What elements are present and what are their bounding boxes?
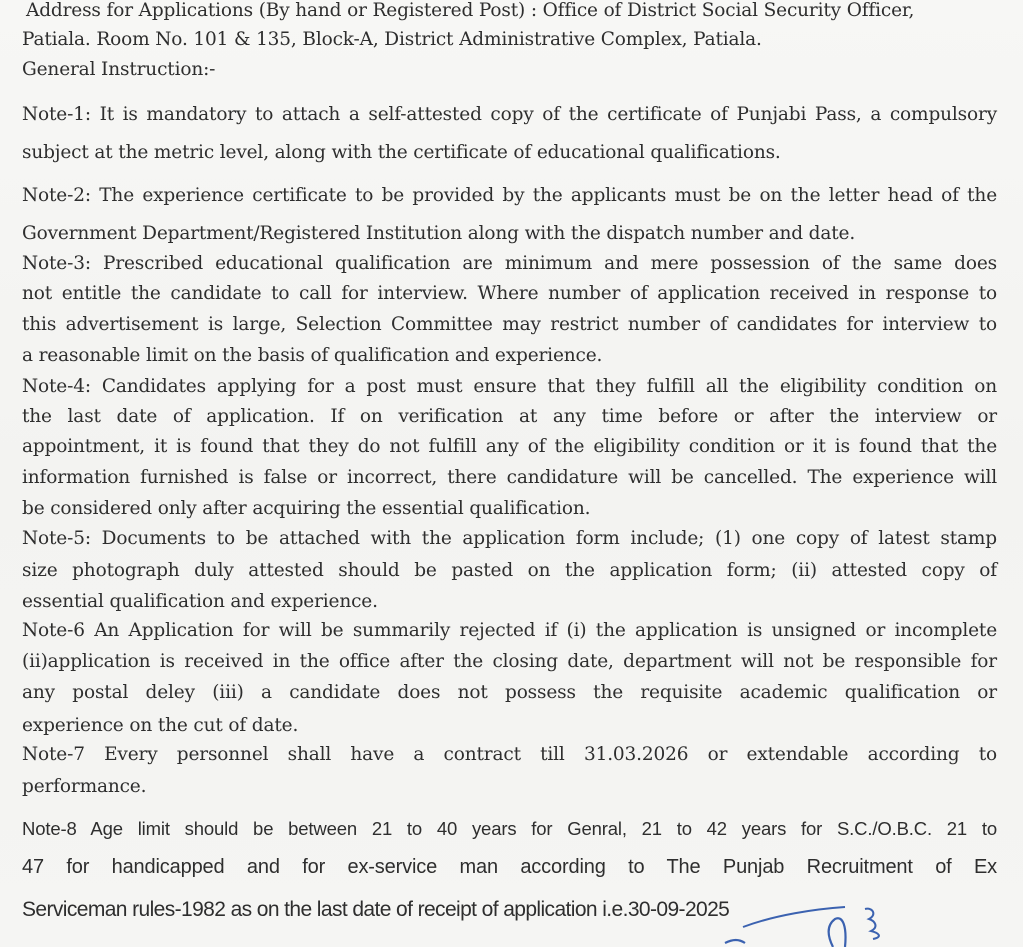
note-4-line-2: the last date of application. If on verification at any time before or after the interview or (22, 406, 997, 427)
note-3-line-4: a reasonable limit on the basis of qualification and experience. (22, 345, 603, 366)
signature-stroke-4 (865, 909, 879, 939)
note-5-line-1: Note-5: Documents to be attached with the application form include; (1) one copy of latest stamp (22, 528, 997, 549)
address-line-1: Address for Applications (By hand or Registered Post) : Office of District Social Security Officer, (26, 0, 915, 21)
signature-stroke-1 (725, 940, 745, 943)
note-1-line-1: Note-1: It is mandatory to attach a self-attested copy of the certificate of Punjabi Pass, a compulsory (22, 104, 997, 125)
note-3-line-3: this advertisement is large, Selection Committee may restrict number of candidates for interview to (22, 314, 997, 335)
signature-stroke-3 (829, 918, 846, 947)
note-4-line-4: information furnished is false or incorrect, there candidature will be cancelled. The experience will (22, 467, 997, 488)
handwritten-signature (715, 905, 895, 947)
general-instruction-heading: General Instruction:- (22, 59, 216, 80)
note-6-line-1: Note-6 An Application for will be summarily rejected if (i) the application is unsigned or incomplete (22, 620, 997, 641)
note-6-line-4: experience on the cut of date. (22, 715, 299, 736)
note-8-line-3: Serviceman rules-1982 as on the last date of receipt of application i.e.30-09-2025 (22, 898, 730, 921)
note-4-line-5: be considered only after acquiring the essential qualification. (22, 498, 591, 519)
note-1-line-2: subject at the metric level, along with the certificate of educational qualifications. (22, 142, 781, 163)
note-6-line-2: (ii)application is received in the office after the closing date, department will not be responsible for (22, 651, 997, 672)
note-7-line-2: performance. (22, 776, 147, 797)
note-8-line-1: Note-8 Age limit should be between 21 to 40 years for Genral, 21 to 42 years for S.C./O.B.C. 21 to (22, 818, 997, 839)
note-6-line-3: any postal deley (iii) a candidate does not possess the requisite academic qualification or (22, 682, 997, 703)
note-7-line-1: Note-7 Every personnel shall have a contract till 31.03.2026 or extendable according to (22, 744, 997, 765)
note-3-line-2: not entitle the candidate to call for interview. Where number of application received in response to (22, 283, 997, 304)
note-4-line-1: Note-4: Candidates applying for a post must ensure that they fulfill all the eligibility condition on (22, 376, 997, 397)
note-5-line-3: essential qualification and experience. (22, 591, 378, 612)
note-4-line-3: appointment, it is found that they do not fulfill any of the eligibility condition or it is found that the (22, 436, 997, 457)
note-3-line-1: Note-3: Prescribed educational qualification are minimum and mere possession of the same does (22, 253, 997, 274)
address-line-2: Patiala. Room No. 101 & 135, Block-A, District Administrative Complex, Patiala. (22, 29, 762, 50)
note-5-line-2: size photograph duly attested should be pasted on the application form; (ii) attested copy of (22, 560, 997, 581)
note-8-line-2: 47 for handicapped and for ex-service man according to The Punjab Recruitment of Ex (22, 856, 997, 878)
note-2-line-1: Note-2: The experience certificate to be provided by the applicants must be on the letter head of the (22, 185, 997, 206)
note-2-line-2: Government Department/Registered Institution along with the dispatch number and date. (22, 223, 856, 244)
